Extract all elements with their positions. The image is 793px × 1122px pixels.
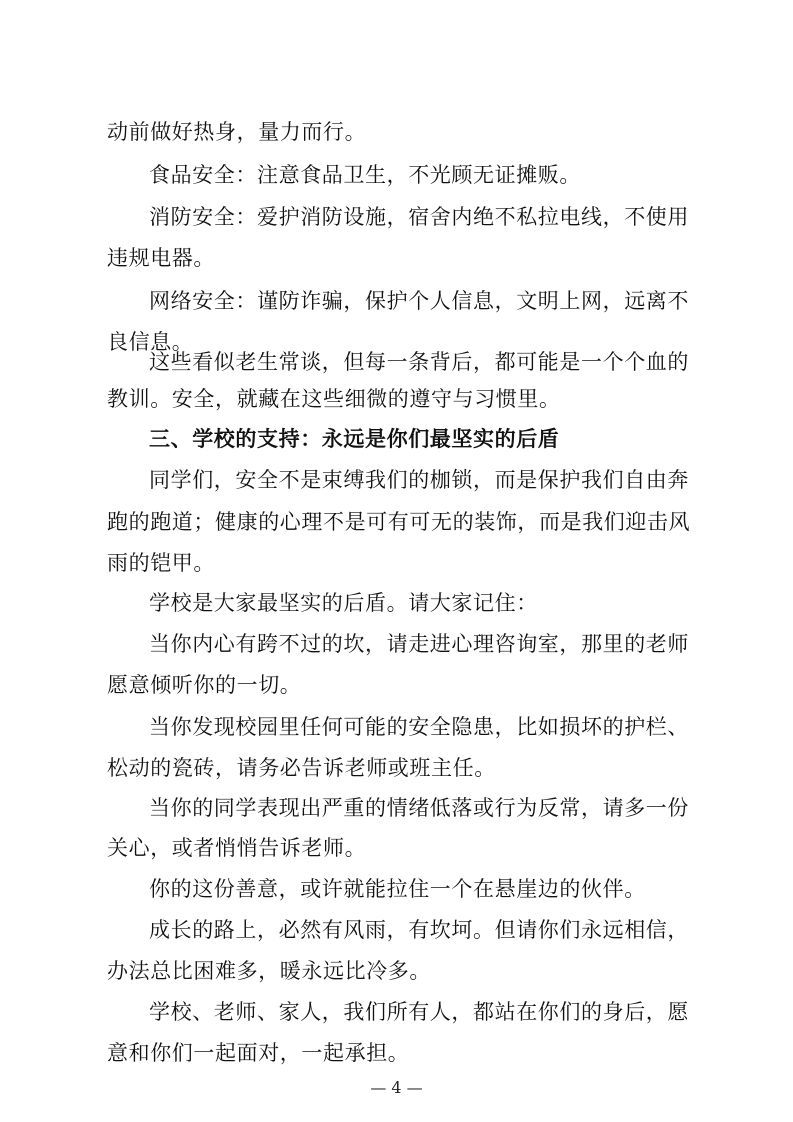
paragraph-line: 食品安全：注意食品卫生，不光顾无证摊贩。 xyxy=(149,163,581,187)
paragraph-line: 你的这份善意，或许就能拉住一个在悬崖边的伙伴。 xyxy=(149,877,646,901)
paragraph-line: 当你发现校园里任何可能的安全隐患，比如损坏的护栏、 xyxy=(149,715,689,739)
paragraph-line: 这些看似老生常谈，但每一条背后，都可能是一个个血的 xyxy=(149,350,689,374)
paragraph-line: 违规电器。 xyxy=(107,246,215,270)
section-heading: 三、学校的支持：永远是你们最坚实的后盾 xyxy=(149,427,560,451)
paragraph-line: 愿意倾听你的一切。 xyxy=(107,673,302,697)
paragraph-line: 网络安全：谨防诈骗，保护个人信息，文明上网，远离不 xyxy=(149,289,689,313)
paragraph-line: 雨的铠甲。 xyxy=(107,551,215,575)
paragraph-line: 当你内心有跨不过的坎，请走进心理咨询室，那里的老师 xyxy=(149,632,689,656)
paragraph-line: 办法总比困难多，暖永远比冷多。 xyxy=(107,959,431,983)
page-number: — 4 — xyxy=(370,1078,423,1097)
paragraph-line: 同学们，安全不是束缚我们的枷锁，而是保护我们自由奔 xyxy=(149,468,689,492)
paragraph-line: 松动的瓷砖，请务必告诉老师或班主任。 xyxy=(107,756,496,780)
paragraph-line: 学校是大家最坚实的后盾。请大家记住： xyxy=(149,591,538,615)
paragraph-line: 动前做好热身，量力而行。 xyxy=(107,120,367,144)
paragraph-line: 关心，或者悄悄告诉老师。 xyxy=(107,836,367,860)
paragraph-line: 成长的路上，必然有风雨，有坎坷。但请你们永远相信， xyxy=(149,918,689,942)
paragraph-line: 学校、老师、家人，我们所有人，都站在你们的身后，愿 xyxy=(149,1000,689,1024)
paragraph-line: 消防安全：爱护消防设施，宿舍内绝不私拉电线，不使用 xyxy=(149,205,689,229)
paragraph-line: 教训。安全，就藏在这些细微的遵守与习惯里。 xyxy=(107,387,561,411)
paragraph-line: 意和你们一起面对，一起承担。 xyxy=(107,1041,410,1065)
paragraph-line: 良信息。 xyxy=(107,330,194,354)
paragraph-line: 跑的跑道；健康的心理不是可有可无的装饰，而是我们迎击风 xyxy=(107,510,691,534)
paragraph-line: 当你的同学表现出严重的情绪低落或行为反常，请多一份 xyxy=(149,796,689,820)
